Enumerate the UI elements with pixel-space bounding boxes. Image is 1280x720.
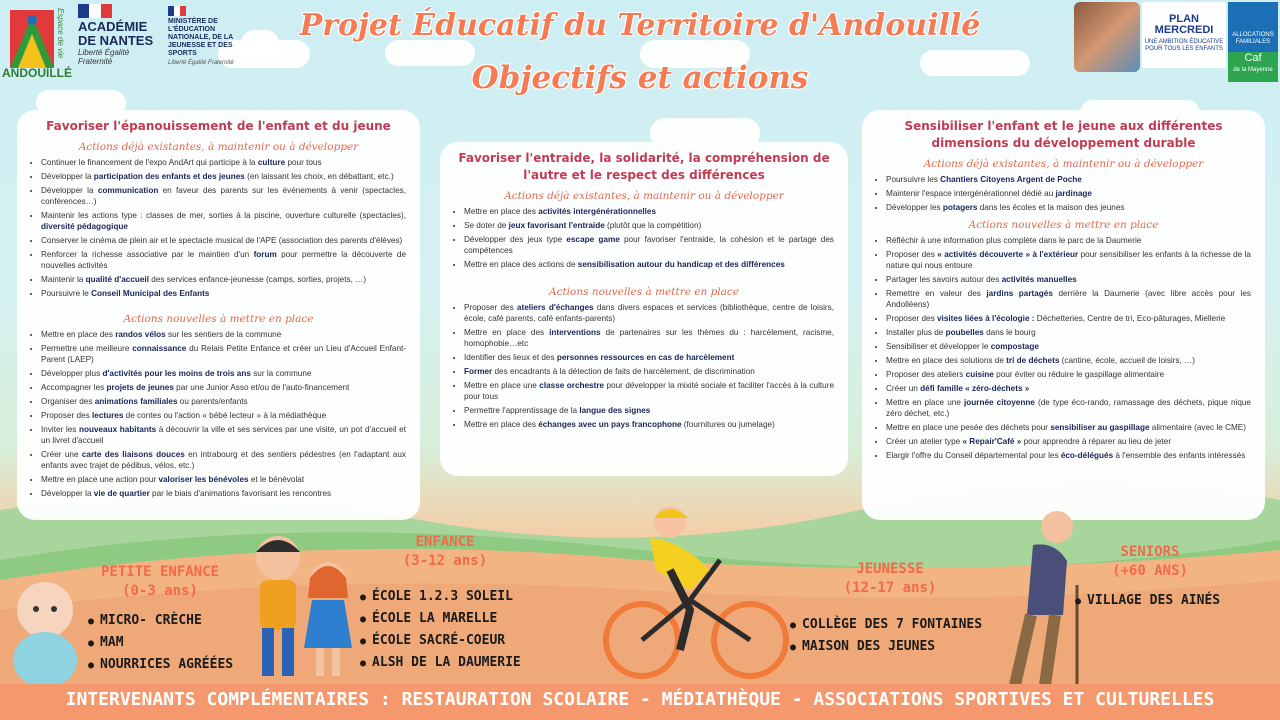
action-highlight: animations familiales [94, 397, 178, 406]
action-text: (en laissant les choix, en débattant, etc.) [244, 172, 394, 181]
action-highlight: valoriser les bénévoles [158, 475, 249, 484]
action-text: Continuer le financement de l'expo AndArt qui participe à la [41, 158, 258, 167]
action-item [886, 188, 1251, 199]
panel-epanouissement [17, 110, 420, 520]
action-item [41, 185, 406, 207]
action-highlight: ateliers d'échanges [516, 303, 594, 312]
seniors-list [1075, 590, 1220, 612]
age-range: (12-17 ans) [843, 580, 937, 596]
age-enfance-title [395, 533, 495, 571]
action-highlight: « Repair'Café » [962, 437, 1022, 446]
action-text: Proposer des [886, 250, 938, 259]
structure-item: ● MICRO- CRÈCHE [88, 610, 233, 632]
action-highlight: diversité pédagogique [41, 222, 128, 231]
action-item [464, 366, 834, 377]
footer-banner [0, 684, 1280, 720]
action-highlight: projets de jeunes [106, 383, 174, 392]
action-item [41, 288, 406, 299]
action-text: Proposer des ateliers [886, 370, 966, 379]
action-text: Développer la [41, 172, 94, 181]
panel-title: Favoriser l'épanouissement de l'enfant et du jeune [46, 119, 391, 133]
action-highlight: escape game [566, 235, 620, 244]
action-text: alimentaire (avec le CME) [1149, 423, 1246, 432]
structure-item: ● ÉCOLE 1.2.3 SOLEIL [360, 586, 521, 608]
action-text: (cantine, école, accueil de loisirs, …) [1059, 356, 1196, 365]
action-text: Mettre en place des [464, 328, 550, 337]
action-item [41, 396, 406, 407]
caf-region: de la Mayenne [1233, 67, 1273, 73]
age-title: JEUNESSE [856, 561, 924, 577]
action-highlight: lectures [91, 411, 124, 420]
structure-item: ● MAISON DES JEUNES [790, 636, 982, 658]
action-highlight: Conseil Municipal des Enfants [91, 289, 210, 298]
panel-subtitle-new: Actions nouvelles à mettre en place [123, 313, 314, 325]
academie-devise: Liberté Égalité Fraternité [78, 48, 130, 66]
action-text: Remettre en valeur des [886, 289, 987, 298]
action-item [41, 171, 406, 182]
action-text: Développer la [41, 489, 94, 498]
action-text: Mettre en place des solutions de [886, 356, 1007, 365]
structure-item: ● COLLÈGE DES 7 FONTAINES [790, 614, 982, 636]
action-item [41, 157, 406, 168]
action-text: Mettre en place des actions de [464, 260, 578, 269]
action-item [41, 382, 406, 393]
panel-subtitle-existing: Actions déjà existantes, à maintenir ou à développer [504, 190, 784, 202]
plan-mercredi-tagline: UNE AMBITION ÉDUCATIVE POUR TOUS LES ENFANTS [1144, 39, 1224, 52]
action-text: pour éviter ou réduire le gaspillage alimentaire [993, 370, 1165, 379]
action-item [886, 397, 1251, 419]
action-item [464, 405, 834, 416]
action-text: Mettre en place une [464, 381, 540, 390]
action-highlight: jardins partagés [986, 289, 1053, 298]
action-text: Mettre en place une [886, 398, 964, 407]
action-text: des services enfance-jeunesse (camps, sorties, projets, …) [148, 275, 367, 284]
ministere-name: MINISTÈRE DE L'ÉDUCATION NATIONALE, DE LA JEUNESSE ET DES SPORTS [168, 18, 233, 57]
andouille-logo-tagline: Espace de vie [56, 8, 65, 59]
action-highlight: échanges avec un pays francophone [538, 420, 682, 429]
panel-subtitle-new: Actions nouvelles à mettre en place [968, 219, 1159, 231]
action-highlight: classe orchestre [539, 381, 605, 390]
academie-name: ACADÉMIE DE NANTES [78, 19, 154, 48]
action-text: Développer plus [41, 369, 103, 378]
action-text: Elargir l'offre du Conseil départemental pour les [886, 451, 1061, 460]
action-text: Permettre l'apprentissage de la [464, 406, 580, 415]
action-highlight: jeux favorisant l'entraide [508, 221, 605, 230]
action-text: Maintenir l'espace intergénérationnel dédié au [886, 189, 1056, 198]
action-text: Installer plus de [886, 328, 946, 337]
action-text: Créer une [41, 450, 82, 459]
action-text: Mettre en place des [464, 420, 539, 429]
action-item [886, 174, 1251, 185]
action-text: Partager les savoirs autour des [886, 275, 1002, 284]
action-text: pour apprendre à réparer au lieu de jeter [1021, 437, 1172, 446]
action-highlight: poubelles [945, 328, 984, 337]
action-item [41, 210, 406, 232]
petite-enfance-list [88, 610, 233, 676]
action-highlight: personnes ressources en cas de harcèlement [556, 353, 735, 362]
action-highlight: randos vélos [115, 330, 166, 339]
age-title: PETITE ENFANCE [100, 564, 219, 580]
panel-title: Sensibiliser l'enfant et le jeune aux différentes dimensions du développement durable [904, 119, 1223, 150]
panel-entraide [440, 142, 848, 476]
action-text: Poursuivre les [886, 175, 941, 184]
action-text: sur les sentiers de la commune [165, 330, 282, 339]
action-highlight: compostage [990, 342, 1039, 351]
action-item [886, 355, 1251, 366]
action-text: Maintenir les actions type : classes de mer, sorties à la piscine, ouverture culturelle (spectacles), [41, 211, 406, 220]
action-text: ou parents/enfants [177, 397, 248, 406]
action-text: en faveur des parents sur les événements à venir (spectacles, conférences…) [41, 186, 406, 206]
action-text: Se doter de [464, 221, 509, 230]
action-highlight: participation des enfants et des jeunes [93, 172, 245, 181]
action-highlight: sensibilisation autour du handicap et des différences [577, 260, 785, 269]
action-text: pour permettre la découverte de nouvelles activités [41, 250, 406, 270]
action-text: Proposer des [886, 314, 937, 323]
panel-subtitle-existing: Actions déjà existantes, à maintenir ou à développer [923, 158, 1204, 170]
existing-actions-list [876, 174, 1251, 213]
action-text: Créer un atelier type [886, 437, 963, 446]
action-text: dans le bourg [983, 328, 1036, 337]
footer-text: INTERVENANTS COMPLÉMENTAIRES : RESTAURATION SCOLAIRE - MÉDIATHÈQUE - ASSOCIATIONS SPORTIVES ET CULTURELLES [65, 689, 1215, 710]
action-text: et le bénévolat [248, 475, 305, 484]
page-title: Projet Éducatif du Territoire d'Andouillé [299, 8, 981, 43]
action-text: à découvrir la ville et ses services par une visite, un pot d'accueil et un livret d'accueil [41, 425, 406, 445]
action-highlight: éco-délégués [1060, 451, 1114, 460]
action-item [886, 249, 1251, 271]
children-illustration [236, 528, 366, 683]
structure-item: ● MAM [88, 632, 233, 654]
action-item [464, 380, 834, 402]
action-item [886, 436, 1251, 447]
action-item [464, 352, 834, 363]
action-highlight: carte des liaisons douces [81, 450, 185, 459]
action-item [886, 274, 1251, 285]
action-text: Conserver le cinéma de plein air et le spectacle musical de l'APE (association des parents d'élèves) [41, 236, 403, 245]
action-highlight: forum [253, 250, 277, 259]
action-text: Mettre en place des [464, 207, 539, 216]
action-text: dans les écoles et la maison des jeunes [977, 203, 1125, 212]
action-item [886, 369, 1251, 380]
action-text: Développer la [41, 186, 98, 195]
action-item [41, 474, 406, 485]
structure-item: ● ALSH DE LA DAUMERIE [360, 652, 521, 674]
action-highlight: qualité d'accueil [85, 275, 149, 284]
action-item [41, 329, 406, 340]
action-item [886, 288, 1251, 310]
action-item [41, 343, 406, 365]
action-highlight: activités manuelles [1001, 275, 1077, 284]
action-item [41, 449, 406, 471]
action-text: Développer des jeux type [464, 235, 567, 244]
age-range: (0-3 ans) [122, 583, 198, 599]
existing-actions-list [31, 157, 406, 299]
action-item [886, 313, 1251, 324]
caf-name: Caf [1244, 52, 1262, 64]
panel-subtitle-existing: Actions déjà existantes, à maintenir ou à développer [78, 141, 359, 153]
action-text: derrière la Daumerie (avec libre accès pour les Andolléens) [886, 289, 1251, 309]
age-title: SENIORS [1120, 544, 1180, 560]
enfance-list [360, 586, 521, 674]
action-text: des encadrants à la détection de faits de harcèlement, de discrimination [492, 367, 755, 376]
plan-mercredi-line1: PLAN [1169, 13, 1199, 25]
action-text: Proposer des [464, 303, 517, 312]
action-highlight: cuisine [965, 370, 994, 379]
action-text: Organiser des [41, 397, 95, 406]
action-text: Poursuivre le [41, 289, 92, 298]
age-seniors-title [1095, 543, 1205, 581]
new-actions-list [454, 302, 834, 430]
action-text: Sensibiliser et développer le [886, 342, 991, 351]
action-highlight: Former [464, 367, 493, 376]
new-actions-list [31, 329, 406, 499]
action-text: (de type éco-rando, ramassage des déchets, pique nique zéro déchet, etc.) [886, 398, 1251, 418]
action-text: Mettre en place des [41, 330, 116, 339]
action-highlight: sensibiliser au gaspillage [1050, 423, 1150, 432]
existing-actions-list [454, 206, 834, 270]
action-text: Renforcer la richesse associative par le maintien d'un [41, 250, 254, 259]
action-item [464, 234, 834, 256]
action-text: Maintenir la [41, 275, 86, 284]
panel-subtitle-new: Actions nouvelles à mettre en place [548, 286, 740, 298]
action-highlight: journée citoyenne [964, 398, 1035, 407]
action-item [464, 327, 834, 349]
panel-developpement-durable [862, 110, 1265, 520]
action-text: sur la commune [250, 369, 312, 378]
action-highlight: Chantiers Citoyens Argent de Poche [940, 175, 1082, 184]
action-text: Proposer des [41, 411, 92, 420]
ministere-devise: Liberté Égalité Fraternité [168, 60, 234, 66]
action-highlight: langue des signes [579, 406, 651, 415]
action-text: Mettre en place une action pour [41, 475, 159, 484]
structure-item: ● ÉCOLE SACRÉ-COEUR [360, 630, 521, 652]
page-subtitle: Objectifs et actions [471, 60, 809, 96]
action-text: Inviter les [41, 425, 79, 434]
action-text: Développer les [886, 203, 943, 212]
caf-top-label: ALLOCATIONS FAMILIALES [1228, 2, 1278, 52]
action-highlight: culture [257, 158, 286, 167]
action-text: Créer un [886, 384, 921, 393]
action-item [886, 450, 1251, 461]
action-highlight: interventions [549, 328, 601, 337]
action-text: Déchetteries, Centre de tri, Eco-pâturages, Miellerie [1034, 314, 1226, 323]
cyclist-illustration [600, 500, 795, 685]
age-title: ENFANCE [415, 534, 475, 550]
action-highlight: tri de déchets [1006, 356, 1060, 365]
action-highlight: nouveaux habitants [78, 425, 157, 434]
action-highlight: « activités découverte » à l'extérieur [937, 250, 1079, 259]
action-highlight: activités intergénérationnelles [538, 207, 657, 216]
action-item [886, 235, 1251, 246]
action-item [464, 419, 834, 430]
action-item [41, 488, 406, 499]
action-highlight: connaissance [132, 344, 187, 353]
action-text: Accompagner les [41, 383, 107, 392]
action-text: de contes ou l'action « bébé lecteur » à la médiathèque [123, 411, 327, 420]
action-item [464, 220, 834, 231]
action-text: Identifier des lieux et des [464, 353, 557, 362]
action-highlight: communication [97, 186, 159, 195]
action-item [464, 302, 834, 324]
action-item [464, 206, 834, 217]
action-item [886, 383, 1251, 394]
action-text: pour sensibiliser les enfants à la richesse de la nature qui nous entoure [886, 250, 1251, 270]
jeunesse-list [790, 614, 982, 658]
action-item [886, 202, 1251, 213]
andouille-logo-text: ANDOUILLÉ [2, 66, 72, 80]
structure-item: ● ÉCOLE LA MARELLE [360, 608, 521, 630]
action-text: (plutôt que la compétition) [604, 221, 702, 230]
structure-item: ● VILLAGE DES AINÉS [1075, 590, 1220, 612]
action-text: Permettre une meilleure [41, 344, 133, 353]
action-highlight: défi famille « zéro-déchets » [920, 384, 1030, 393]
action-text: Réfléchir à une information plus complète dans le parc de la Daumerie [886, 236, 1142, 245]
age-petite-enfance-title [90, 563, 230, 601]
action-item [464, 259, 834, 270]
action-text: pour favoriser l'entraide, la cohésion et le partage des compétences [464, 235, 834, 255]
action-text: par le biais d'animations favorisant les rencontres [149, 489, 332, 498]
action-item [886, 422, 1251, 433]
action-highlight: vie de quartier [93, 489, 150, 498]
baby-illustration [0, 575, 90, 685]
action-item [886, 341, 1251, 352]
new-actions-list [876, 235, 1251, 461]
action-text: pour tous [285, 158, 322, 167]
age-range: (3-12 ans) [402, 553, 488, 569]
action-item [41, 235, 406, 246]
action-highlight: d'activités pour les moins de trois ans [102, 369, 251, 378]
action-highlight: jardinage [1055, 189, 1092, 198]
action-item [41, 249, 406, 271]
action-text: pour développer la mixité sociale et faciliter l'accès à la culture pour tous [464, 381, 834, 401]
action-text: de partenaires sur les thèmes du : harcèlement, racisme, homophobie…etc [464, 328, 834, 348]
structure-item: ● NOURRICES AGRÉÉES [88, 654, 233, 676]
action-item [41, 368, 406, 379]
action-highlight: potagers [942, 203, 978, 212]
age-jeunesse-title [830, 560, 950, 598]
action-text: (fournitures ou jumelage) [681, 420, 775, 429]
action-text: en intrabourg et des sentiers pédestres (en l'adaptant aux enfants avec trajet de pédibus, vélos, etc.) [41, 450, 407, 470]
action-item [41, 424, 406, 446]
action-item [886, 327, 1251, 338]
panel-title: Favoriser l'entraide, la solidarité, la compréhension de l'autre et le respect des différences [458, 151, 830, 182]
action-text: du Relais Petite Enfance et créer un Lieu d'Accueil Enfant-Parent (LAEP) [41, 344, 407, 364]
action-item [41, 410, 406, 421]
plan-mercredi-line2: MERCREDI [1154, 24, 1214, 36]
action-text: par une Junior Asso et/ou de l'auto-financement [173, 383, 350, 392]
action-text: dans divers espaces et services (bibliothèque, centre de loisirs, école, café parents, café enfants-parents) [464, 303, 834, 323]
action-highlight: visites liées à l'écologie : [936, 314, 1035, 323]
action-text: à l'ensemble des enfants intéressés [1113, 451, 1246, 460]
age-range: (+60 ANS) [1112, 563, 1188, 579]
action-text: Mettre en place une pesée des déchets pour [886, 423, 1051, 432]
action-item [41, 274, 406, 285]
